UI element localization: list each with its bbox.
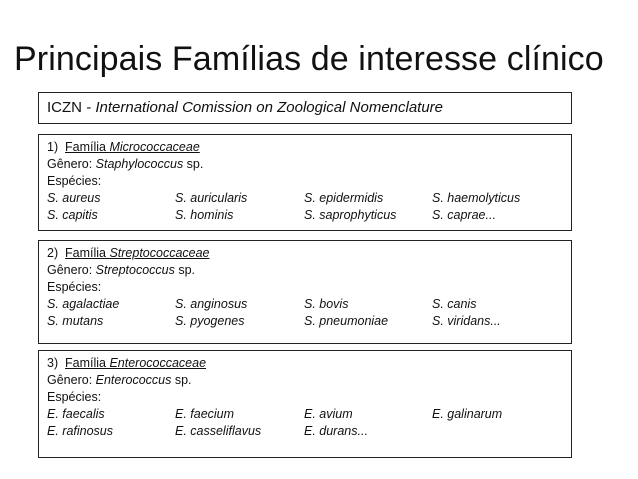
species-name: E. casseliflavus: [175, 424, 262, 438]
species-row: [47, 190, 563, 207]
species-label: Espécies:: [47, 174, 102, 188]
family-number: 1): [47, 140, 59, 154]
genus-line: [47, 372, 563, 389]
family-name: Micrococcaceae: [109, 140, 200, 154]
genus-name: Streptococcus: [95, 263, 175, 277]
genus-name: Enterococcus: [95, 373, 172, 387]
species-name: E. avium: [304, 407, 353, 421]
genus-label: Gênero:: [47, 157, 96, 171]
genus-suffix: sp.: [183, 157, 204, 171]
genus-suffix: sp.: [171, 373, 192, 387]
species-name: S. epidermidis: [304, 191, 384, 205]
family-label: Família: [65, 356, 110, 370]
species-name: S. caprae...: [432, 208, 496, 222]
genus-name: Staphylococcus: [95, 157, 184, 171]
species-name: S. saprophyticus: [304, 208, 397, 222]
species-name: E. faecium: [175, 407, 235, 421]
species-name: S. capitis: [47, 208, 98, 222]
species-name: E. faecalis: [47, 407, 105, 421]
genus-line: [47, 262, 563, 279]
genus-suffix: sp.: [174, 263, 196, 277]
species-name: S. anginosus: [175, 297, 248, 311]
species-name: S. viridans...: [432, 314, 501, 328]
family-box-micrococcaceae: [38, 134, 572, 231]
iczn-abbr: ICZN: [47, 99, 82, 116]
iczn-separator: -: [82, 99, 96, 116]
species-name: S. mutans: [47, 314, 104, 328]
family-heading: [47, 245, 563, 262]
genus-label: Gênero:: [47, 263, 96, 277]
family-number: 2): [47, 246, 59, 260]
species-name: S. auricularis: [175, 191, 248, 205]
species-row: [47, 313, 563, 330]
species-name: E. durans...: [304, 424, 368, 438]
family-heading: [47, 139, 563, 156]
genus-label: Gênero:: [47, 373, 96, 387]
family-name: Streptococcaceae: [109, 246, 210, 260]
species-name: S. pyogenes: [175, 314, 245, 328]
family-box-streptococcaceae: [38, 240, 572, 344]
genus-line: [47, 156, 563, 173]
species-name: S. pneumoniae: [304, 314, 389, 328]
family-label: Família: [65, 140, 110, 154]
species-row: [47, 423, 563, 440]
species-name: S. hominis: [175, 208, 234, 222]
species-name: S. agalactiae: [47, 297, 120, 311]
species-name: S. aureus: [47, 191, 101, 205]
species-name: S. bovis: [304, 297, 349, 311]
species-row: [47, 406, 563, 423]
iczn-box: [38, 92, 572, 124]
family-name: Enterococcaceae: [109, 356, 207, 370]
species-row: [47, 296, 563, 313]
family-box-enterococcaceae: [38, 350, 572, 458]
iczn-full-name: International Comission on Zoological Nomenclature: [95, 99, 444, 116]
slide-title: Principais Famílias de interesse clínico: [14, 40, 604, 78]
species-name: S. canis: [432, 297, 477, 311]
family-label: Família: [65, 246, 110, 260]
species-label: Espécies:: [47, 390, 102, 404]
species-label: Espécies:: [47, 280, 102, 294]
species-name: E. galinarum: [432, 407, 503, 421]
species-name: S. haemolyticus: [432, 191, 521, 205]
species-row: [47, 207, 563, 224]
family-number: 3): [47, 356, 59, 370]
family-heading: [47, 355, 563, 372]
species-name: E. rafinosus: [47, 424, 114, 438]
